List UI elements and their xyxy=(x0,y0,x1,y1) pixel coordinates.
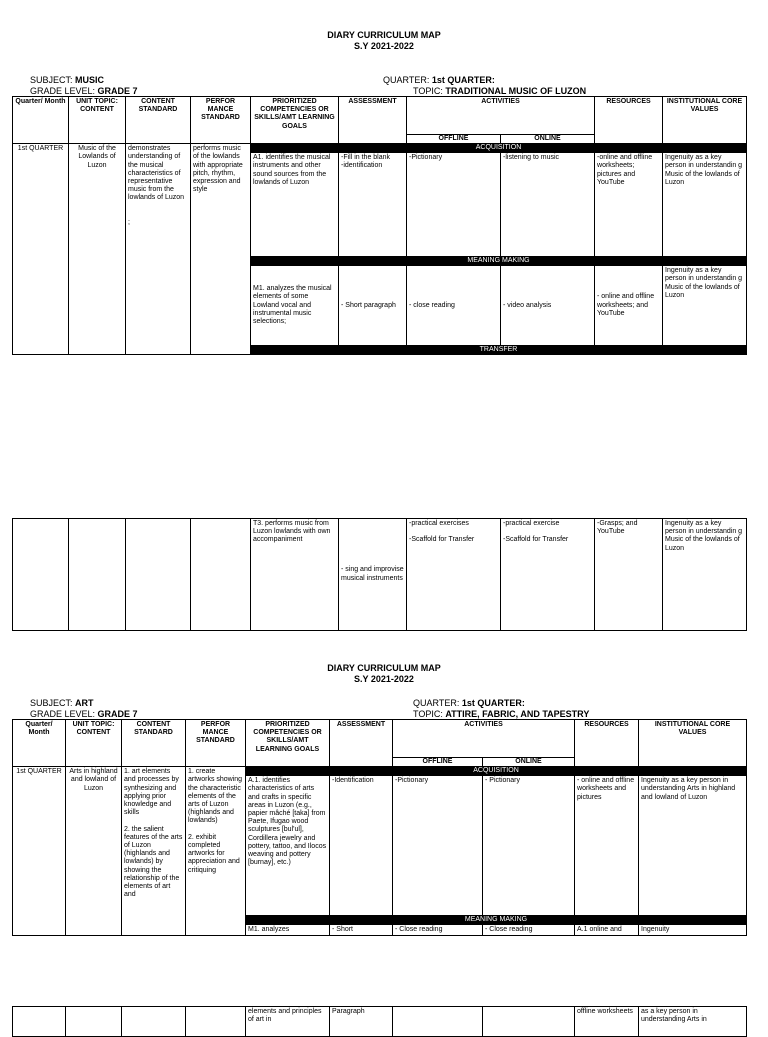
header-quarter: Quarter/ Month xyxy=(13,720,66,767)
transfer-perf-empty xyxy=(191,519,251,631)
transfer-online: -practical exercise -Scaffold for Transfer xyxy=(501,519,595,631)
header-activities: ACTIVITIES xyxy=(407,97,595,135)
map1-transfer-table xyxy=(12,518,747,631)
meaning-core-values: Ingenuity as a key person in understandin g Music of the lowlands of Luzon xyxy=(663,266,747,346)
map1-school-year: S.Y 2021-2022 xyxy=(354,41,414,51)
header-competencies: PRIORITIZED COMPETENCIES OR SKILLS/AMT LEARNING GOALS xyxy=(251,97,339,144)
cont-perf-empty xyxy=(186,1007,246,1037)
meaning-core-values: Ingenuity xyxy=(639,925,747,936)
acquisition-online: -listening to music xyxy=(501,153,595,257)
acquisition-bar: ACQUISITION xyxy=(251,144,747,153)
acquisition-bar: ACQUISITION xyxy=(246,767,747,776)
row-unit-topic: Arts in highland and lowland of Luzon xyxy=(66,767,122,936)
map2-grade-level: GRADE LEVEL: GRADE 7 xyxy=(30,709,138,719)
map2-topic: TOPIC: ATTIRE, FABRIC, AND TAPESTRY xyxy=(413,709,590,719)
meaning-assessment: - Short xyxy=(330,925,393,936)
map1-title: DIARY CURRICULUM MAP xyxy=(327,30,441,40)
row-content-standard: demonstrates understanding of the musical characteristics of representative music from the lowlands of Luzon ; xyxy=(126,144,191,355)
map1-quarter: QUARTER: 1st QUARTER: xyxy=(383,75,495,85)
map2-title: DIARY CURRICULUM MAP xyxy=(327,663,441,673)
meaning-resources: A.1 online and xyxy=(575,925,639,936)
header-online: ONLINE xyxy=(501,135,595,144)
header-performance-standard: PERFOR MANCE STANDARD xyxy=(191,97,251,144)
header-core-values: INSTITUTIONAL CORE VALUES xyxy=(639,720,747,767)
meaning-online: - video analysis xyxy=(501,266,595,346)
header-core-values: INSTITUTIONAL CORE VALUES xyxy=(663,97,747,144)
meaning-competency: M1. analyzes the musical elements of some Lowland vocal and instrumental music selections; xyxy=(251,266,339,346)
row-quarter: 1st QUARTER xyxy=(13,144,69,355)
header-offline: OFFLINE xyxy=(393,758,483,767)
meaning-offline: - Close reading xyxy=(393,925,483,936)
acquisition-resources: - online and offline worksheets and pictures xyxy=(575,776,639,916)
cont-core-values: as a key person in understanding Arts in xyxy=(639,1007,747,1037)
header-content-standard: CONTENT STANDARD xyxy=(122,720,186,767)
map2-subject: SUBJECT: ART xyxy=(30,698,94,708)
meaning-assessment: - Short paragraph xyxy=(339,266,407,346)
header-resources: RESOURCES xyxy=(575,720,639,767)
header-performance-standard: PERFOR MANCE STANDARD xyxy=(186,720,246,767)
acquisition-competency: A1. identifies the musical instruments and other sound sources from the lowlands of Luzon xyxy=(251,153,339,257)
meaning-online: - Close reading xyxy=(483,925,575,936)
transfer-resources: -Grasps; and YouTube xyxy=(595,519,663,631)
header-online: ONLINE xyxy=(483,758,575,767)
cont-resources: offline worksheets xyxy=(575,1007,639,1037)
map2-continuation-table xyxy=(12,1006,747,1037)
row-unit-topic: Music of the Lowlands of Luzon xyxy=(69,144,126,355)
map1-table xyxy=(12,96,747,355)
cont-competency: elements and principles of art in xyxy=(246,1007,330,1037)
cont-unit-empty xyxy=(66,1007,122,1037)
acquisition-online: - Pictionary xyxy=(483,776,575,916)
header-unit-topic: UNIT TOPIC: CONTENT xyxy=(66,720,122,767)
map2-quarter: QUARTER: 1st QUARTER: xyxy=(413,698,525,708)
header-content-standard: CONTENT STANDARD xyxy=(126,97,191,144)
transfer-competency: T3. performs music from Luzon lowlands with own accompaniment xyxy=(251,519,339,631)
map2-school-year: S.Y 2021-2022 xyxy=(354,674,414,684)
transfer-bar: TRANSFER xyxy=(251,346,747,355)
meaning-competency: M1. analyzes xyxy=(246,925,330,936)
header-unit-topic: UNIT TOPIC: CONTENT xyxy=(69,97,126,144)
header-resources: RESOURCES xyxy=(595,97,663,144)
map1-grade-level: GRADE LEVEL: GRADE 7 xyxy=(30,86,138,96)
row-performance-standard: 1. create artworks showing the characteristic elements of the arts of Luzon (highlands and lowlands) 2. exhibit completed artworks for appreciation and critiquing xyxy=(186,767,246,936)
cont-offline-empty xyxy=(393,1007,483,1037)
row-content-standard: 1. art elements and processes by synthesizing and applying prior knowledge and skills 2. the salient features of the arts of Luzon (highlands and lowlands) by showing the relationship of the elements of art and xyxy=(122,767,186,936)
transfer-unit-empty xyxy=(69,519,126,631)
acquisition-assessment: -Fill in the blank -identification xyxy=(339,153,407,257)
acquisition-assessment: -Identification xyxy=(330,776,393,916)
map2-table xyxy=(12,719,747,936)
cont-assessment: Paragraph xyxy=(330,1007,393,1037)
header-competencies: PRIORITIZED COMPETENCIES OR SKILLS/AMT LEARNING GOALS xyxy=(246,720,330,767)
header-assessment: ASSESSMENT xyxy=(339,97,407,144)
transfer-offline: -practical exercises -Scaffold for Transfer xyxy=(407,519,501,631)
acquisition-core-values: Ingenuity as a key person in understandin g Music of the lowlands of Luzon xyxy=(663,153,747,257)
acquisition-competency: A.1. identifies characteristics of arts and crafts in specific areas in Luzon (e.g., papier mâché [taka] from Paete, Ifugao wood sculptures [bul'ul], Cordillera jewelry and pottery, tattoo, and Ilocos weaving and pottery [burnay], etc.) xyxy=(246,776,330,916)
map1-subject: SUBJECT: MUSIC xyxy=(30,75,105,85)
transfer-quarter-empty xyxy=(13,519,69,631)
cont-quarter-empty xyxy=(13,1007,66,1037)
cont-content-empty xyxy=(122,1007,186,1037)
cont-online-empty xyxy=(483,1007,575,1037)
header-offline: OFFLINE xyxy=(407,135,501,144)
transfer-core-values: Ingenuity as a key person in understandin g Music of the lowlands of Luzon xyxy=(663,519,747,631)
meaning-making-bar: MEANING MAKING xyxy=(251,257,747,266)
map1-topic: TOPIC: TRADITIONAL MUSIC OF LUZON xyxy=(413,86,587,96)
meaning-offline: - close reading xyxy=(407,266,501,346)
meaning-making-bar: MEANING MAKING xyxy=(246,916,747,925)
acquisition-offline: -Pictionary xyxy=(393,776,483,916)
acquisition-core-values: Ingenuity as a key person in understanding Arts in highland and lowland of Luzon xyxy=(639,776,747,916)
header-activities: ACTIVITIES xyxy=(393,720,575,758)
row-performance-standard: performs music of the lowlands with appropriate pitch, rhythm, expression and style xyxy=(191,144,251,355)
acquisition-resources: -online and offline worksheets; pictures and YouTube xyxy=(595,153,663,257)
transfer-assessment: - sing and improvise musical instruments xyxy=(339,519,407,631)
acquisition-offline: -Pictionary xyxy=(407,153,501,257)
transfer-content-empty xyxy=(126,519,191,631)
header-assessment: ASSESSMENT xyxy=(330,720,393,767)
row-quarter: 1st QUARTER xyxy=(13,767,66,936)
meaning-resources: - online and offline worksheets; and YouTube xyxy=(595,266,663,346)
header-quarter: Quarter/ Month xyxy=(13,97,69,144)
